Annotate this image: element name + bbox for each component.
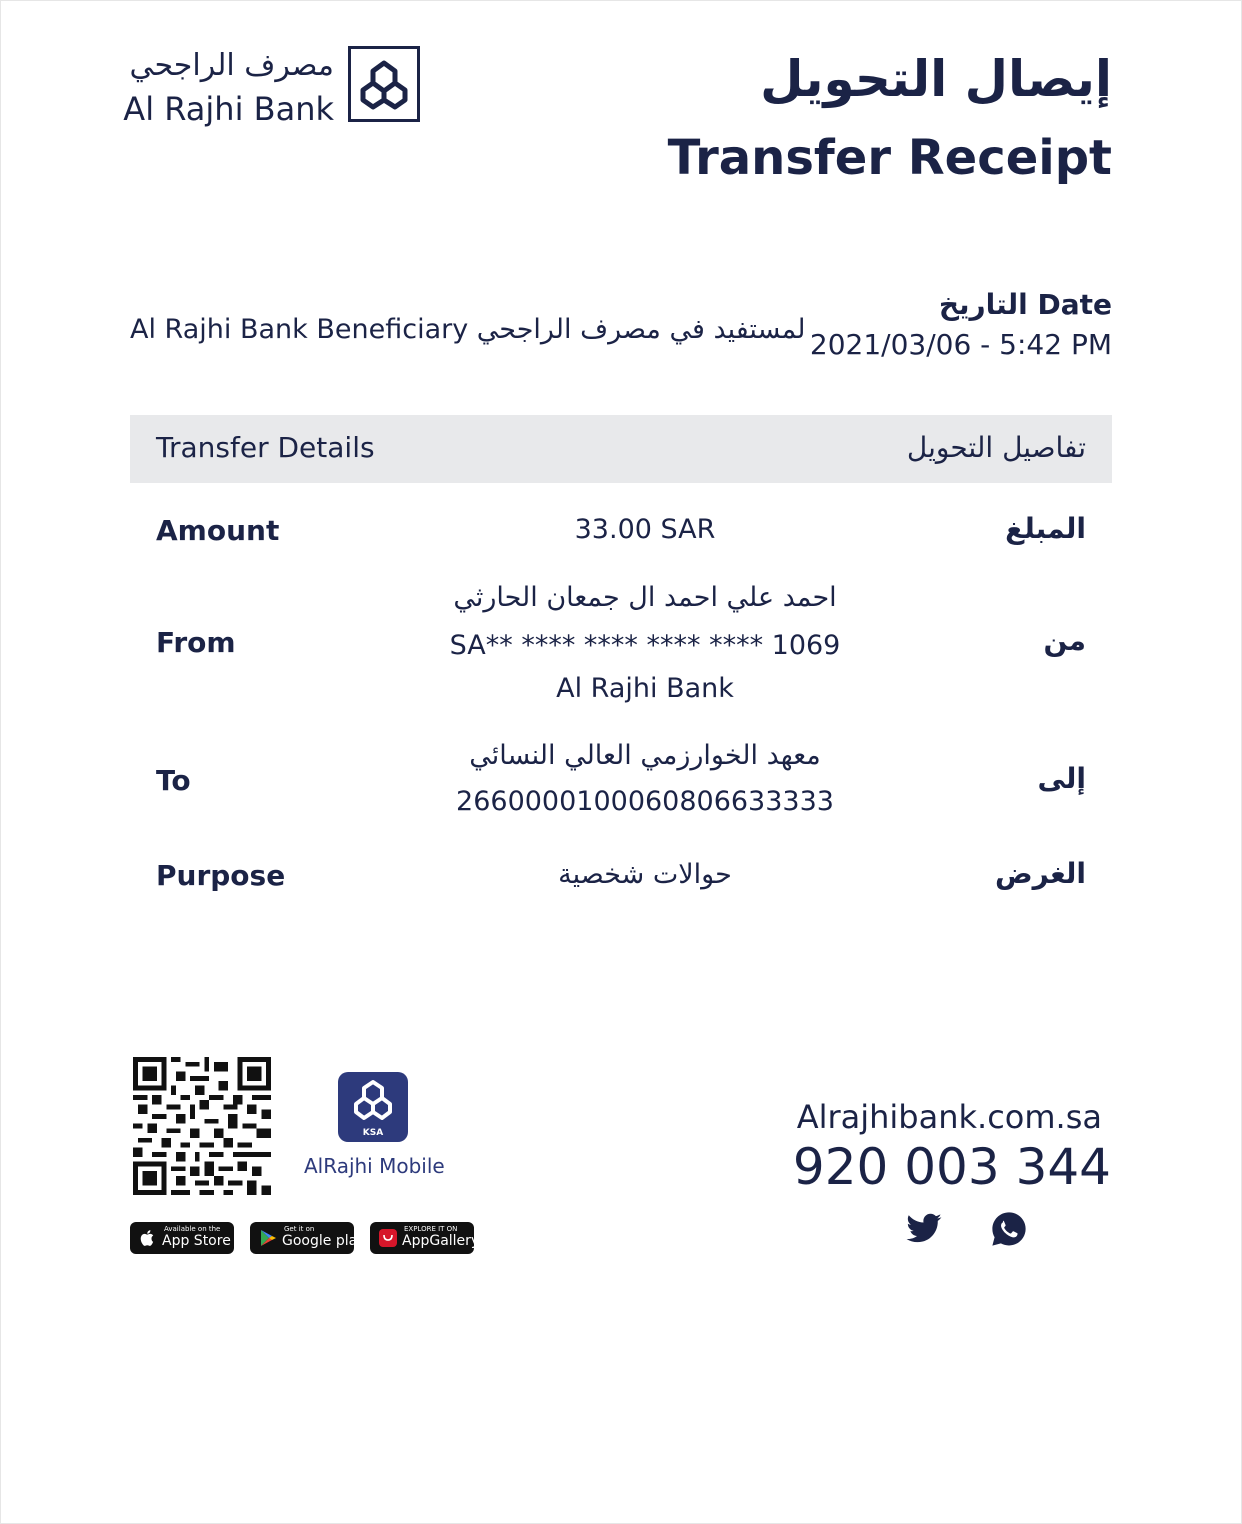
app-store-badge[interactable] bbox=[130, 1222, 234, 1254]
to-label-arabic: إلى bbox=[1037, 762, 1086, 795]
bank-name-english: Al Rajhi Bank bbox=[123, 90, 334, 128]
al-rajhi-logo-mark-icon bbox=[348, 46, 420, 122]
transfer-details-header bbox=[130, 415, 1112, 483]
details-header-arabic: تفاصيل التحويل bbox=[906, 431, 1086, 464]
bank-name-arabic: مصرف الراجحي bbox=[129, 48, 334, 83]
app-name: AlRajhi Mobile bbox=[304, 1154, 445, 1178]
from-account: SA** **** **** **** **** 1069 bbox=[449, 630, 841, 661]
phone-number[interactable]: 920 003 344 bbox=[792, 1138, 1111, 1196]
amount-label-english: Amount bbox=[156, 514, 280, 547]
details-header-english: Transfer Details bbox=[156, 431, 375, 464]
amount-label-arabic: المبلغ bbox=[1005, 512, 1086, 545]
date-value: 2021/03/06 - 5:42 PM bbox=[809, 328, 1112, 361]
to-name: معهد الخوارزمي العالي النسائي bbox=[469, 740, 821, 771]
appgallery-big-text: AppGallery bbox=[402, 1233, 480, 1249]
amount-value: 33.00 SAR bbox=[574, 514, 716, 545]
to-account: 2660000100060806633333 bbox=[456, 786, 834, 817]
huawei-icon bbox=[378, 1228, 398, 1248]
google-play-icon bbox=[258, 1228, 278, 1248]
twitter-icon[interactable] bbox=[905, 1210, 943, 1248]
bank-logo bbox=[123, 44, 428, 128]
date-label: التاريخ Date bbox=[938, 288, 1112, 321]
to-label-english: To bbox=[156, 764, 191, 797]
google-play-big-text: Google play bbox=[282, 1233, 366, 1249]
purpose-value: حوالات شخصية bbox=[558, 859, 732, 890]
app-store-big-text: App Store bbox=[162, 1233, 231, 1249]
app-store-small-text: Available on the bbox=[164, 1225, 221, 1233]
whatsapp-icon[interactable] bbox=[990, 1210, 1028, 1248]
purpose-label-arabic: الغرض bbox=[995, 857, 1086, 890]
from-bank: Al Rajhi Bank bbox=[556, 673, 734, 704]
qr-code bbox=[133, 1057, 271, 1195]
appgallery-small-text: EXPLORE IT ON bbox=[404, 1225, 458, 1233]
title-arabic: إيصال التحويل bbox=[760, 50, 1112, 108]
appgallery-badge[interactable] bbox=[370, 1222, 480, 1254]
from-name: احمد علي احمد ال جمعان الحارثي bbox=[453, 582, 837, 613]
from-label-english: From bbox=[156, 626, 236, 659]
title-english: Transfer Receipt bbox=[667, 130, 1112, 186]
google-play-badge[interactable] bbox=[250, 1222, 366, 1254]
purpose-label-english: Purpose bbox=[156, 859, 286, 892]
app-tile-text: KSA bbox=[362, 1128, 384, 1138]
from-label-arabic: من bbox=[1043, 624, 1086, 657]
beneficiary-type: Al Rajhi Bank Beneficiary لمستفيد في مصرف الراجحي bbox=[130, 314, 806, 345]
google-play-small-text: Get it on bbox=[284, 1225, 315, 1233]
alrajhi-mobile-app-icon[interactable] bbox=[338, 1072, 408, 1142]
apple-icon bbox=[138, 1228, 158, 1248]
website-link[interactable]: Alrajhibank.com.sa bbox=[796, 1098, 1102, 1136]
